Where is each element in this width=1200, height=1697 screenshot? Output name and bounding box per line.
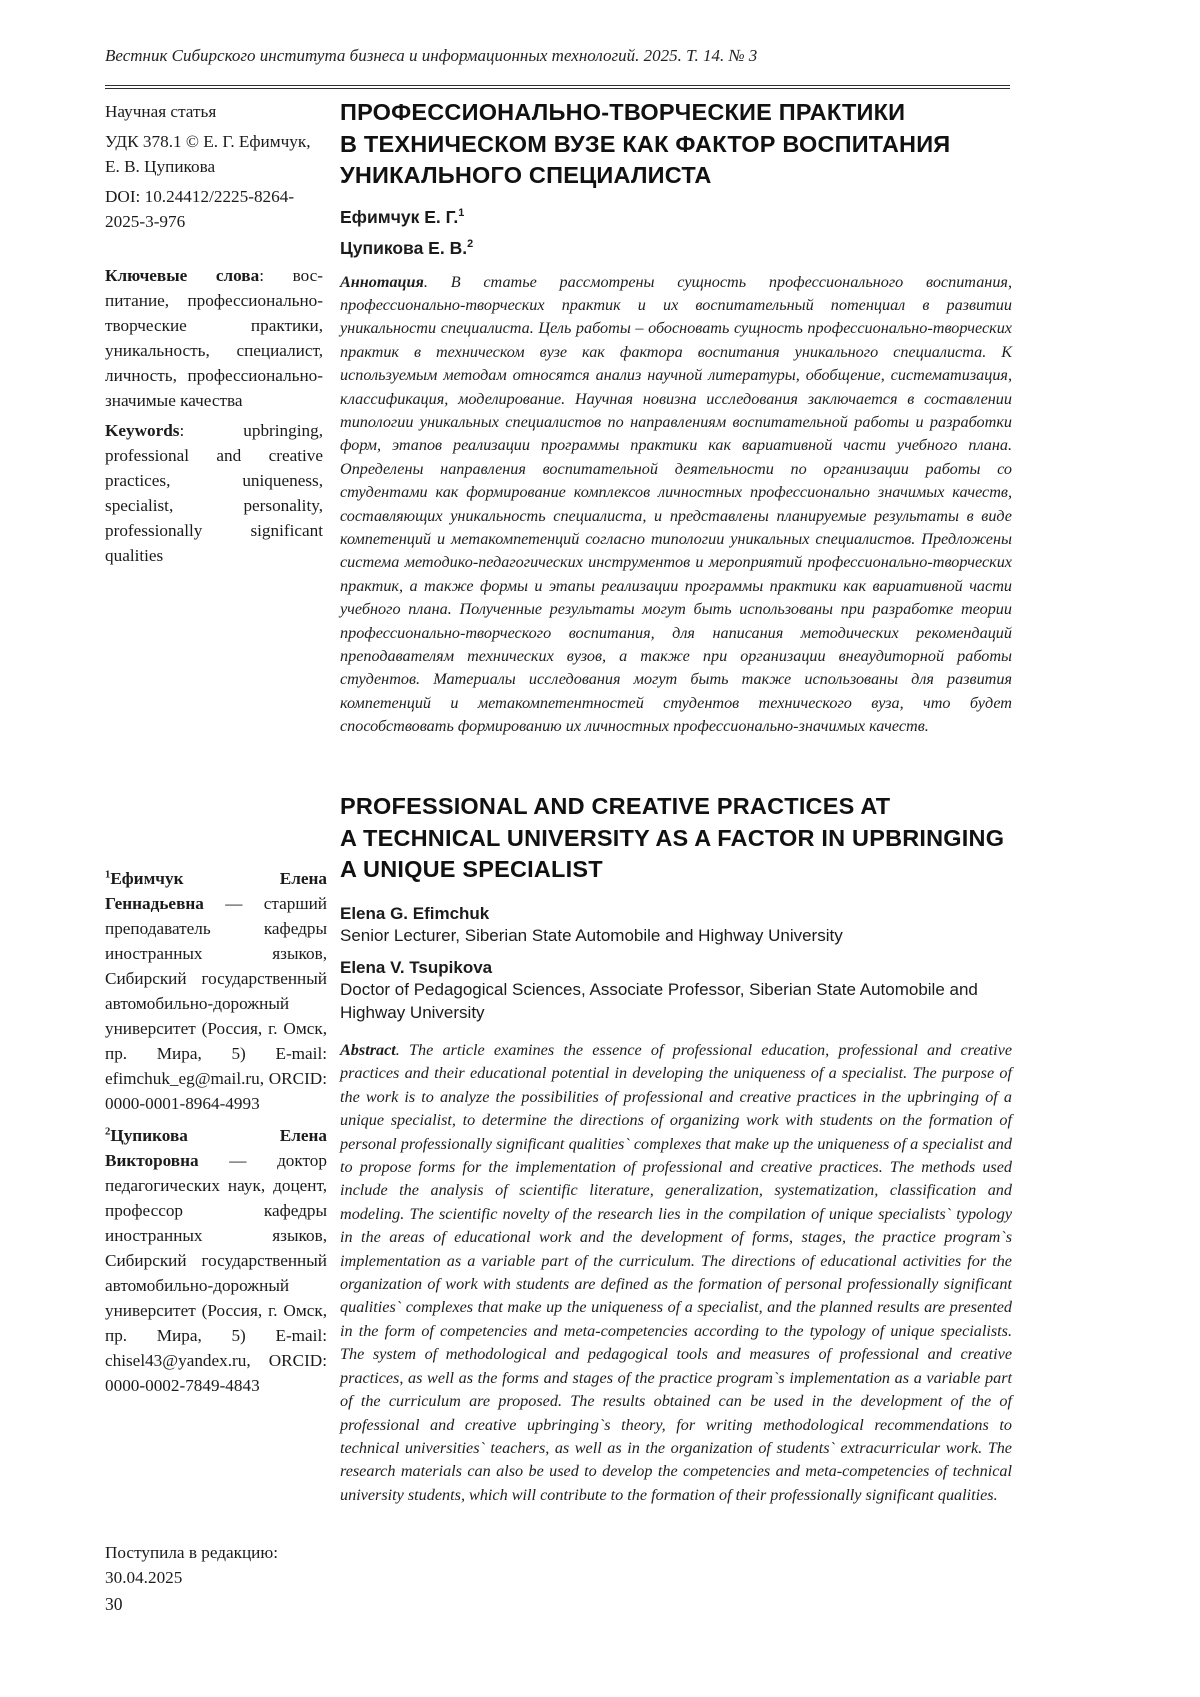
received-label: Поступила в редакцию:	[105, 1543, 278, 1562]
article-title-ru-line: УНИКАЛЬНОГО СПЕЦИАЛИСТА	[340, 162, 712, 188]
abstract-label: Abstract	[340, 1041, 396, 1059]
author-en-affiliation: Senior Lecturer, Siberian State Automobile and Highway University	[340, 926, 843, 945]
main-column	[340, 97, 1012, 739]
keywords-en	[105, 418, 323, 568]
received-date	[105, 1540, 335, 1590]
author-en-tsupikova	[340, 957, 1012, 1025]
article-title-ru-line: В ТЕХНИЧЕСКОМ ВУЗЕ КАК ФАКТОР ВОСПИТАНИЯ	[340, 130, 951, 157]
author-ru-sup: 2	[467, 237, 474, 250]
article-title-en-line: A TECHNICAL UNIVERSITY AS A FACTOR IN UPBRINGING	[340, 824, 1005, 851]
author-bio-name-text: Цупикова Елена Викторовна	[105, 1126, 327, 1170]
received-value: 30.04.2025	[105, 1568, 183, 1587]
author-ru-name: Ефимчук Е. Г.	[340, 206, 459, 227]
article-type: Научная статья	[105, 102, 217, 121]
author-ru-name: Цупикова Е. В.	[340, 237, 468, 258]
authors-en	[340, 903, 1012, 1025]
footnote-marker: 2	[105, 1126, 111, 1138]
keywords-en-text: : upbringing, professional and creative practices, uniqueness, specialist, personality, professionally significant qualities	[105, 421, 323, 565]
keywords-ru	[105, 263, 323, 413]
abstract-en	[340, 1039, 1012, 1507]
author-bio-name-text: Ефимчук Елена Геннадьевна	[105, 869, 327, 913]
footnote-marker: 1	[105, 869, 111, 881]
author-en-name: Elena G. Efimchuk	[340, 903, 490, 923]
keywords-ru-text: : воспитание, профессионально-творческие практики, уникальность, специалист, личность, профессионально-значимые качества	[105, 266, 323, 410]
article-title-en-line: A UNIQUE SPECIALIST	[340, 856, 603, 882]
article-title-ru-line: ПРОФЕССИОНАЛЬНО-ТВОРЧЕСКИЕ ПРАКТИКИ	[340, 99, 906, 125]
author-bio-tsupikova	[105, 1123, 327, 1398]
author-bio-efimchuk	[105, 866, 327, 1116]
annotation-label: Аннотация	[340, 272, 424, 291]
keywords-en-label: Keywords	[105, 421, 180, 440]
author-ru-tsupikova	[340, 238, 1012, 258]
abstract-text: . The article examines the essence of professional education, professional and creative practices and their educational potential in developing the uniqueness of a specialist. The purpose of the work is to analyze the possibilities of professional and creative practices in the upbringing of a unique specialist, to determine the directions of organizing work with students on the formation of personal professionally significant qualities` complexes that make up the uniqueness of a specialist and to propose forms for the implementation of professional and creative practices. The methods used include the analysis of scientific literature, generalization, systematization, classification and modeling. The scientific novelty of the research lies in the compilation of unique specialists` typology in the areas of educational work and the development of forms, stages, the practice program`s implementation as a variable part of the curriculum. The directions of educational activities for the organization of work with students are defined as the formation of personal professionally significant qualities` complexes that make up the uniqueness of a specialist, and the planned results are presented in the form of competencies and meta-competencies according to the typology of unique specialists. The system of methodological and pedagogical tools and measures of professional and creative practices, as well as the forms and stages of the practice program`s implementation as a variable part of the curriculum are proposed. The results obtained can be used in the development of the of professional and creative upbringing`s theory, for writing methodological recommendations to technical universities` teachers, as well as in the organization of students` extracurricular work. The research materials can also be used to develop the competencies and meta-competencies of technical university students, which will contribute to the formation of their professionally significant qualities.	[340, 1041, 1012, 1504]
article-title-en-line: PROFESSIONAL AND CREATIVE PRACTICES AT	[340, 793, 891, 819]
header-rule	[105, 85, 1010, 89]
annotation-text: . В статье рассмотрены сущность профессионального воспитания, профессионально-творческих практик и их воспитательный потенциал в развитии уникальности специалиста. Цель работы – обосновать сущность профессионально-творческих практик в техническом вузе как фактора воспитания уникального специалиста. К используемым методам относятся анализ научной литературы, обобщение, систематизация, классификация, моделирование. Научная новизна исследования заключается в составлении типологии уникальных специалистов по направлениям воспитательной работы и разработки форм, этапов реализации программы практики как вариативной части учебного плана. Определены направления воспитательной деятельности по организации работы со студентами как формирование комплексов личностных профессионально значимых качеств, составляющих уникальность специалиста, и представлены планируемые результаты в виде компетенций и метакомпетенций согласно типологии уникальных специалистов. Предложены система методико-педагогических инструментов и мероприятий профессионально-творческих практик, а также формы и этапы реализации программы практики как вариативной части учебного плана. Полученные результаты могут быть использованы при разработке теории профессионально-творческого воспитания, для написания методических рекомендаций преподавателям технических вузов, а также при организации внеаудиторной работы студентов. Материалы исследования могут быть также использованы для развития компетенций и метакомпетентностей студентов технического вуза, что будет способствовать формированию их личностных профессионально-значимых качеств.	[340, 272, 1012, 736]
author-en-affiliation: Doctor of Pedagogical Sciences, Associate Professor, Siberian State Automobile and Highway University	[340, 980, 978, 1022]
keywords-ru-label: Ключевые слова	[105, 266, 260, 285]
doi-line	[105, 184, 323, 234]
author-ru-sup: 1	[458, 206, 465, 219]
article-title-en	[340, 791, 1012, 886]
author-en-efimchuk	[340, 903, 1012, 948]
journal-header: Вестник Сибирского института бизнеса и информационных технологий. 2025. Т. 14. № 3	[105, 46, 758, 65]
udk-line: УДК 378.1 © Е. Г. Ефимчук, Е. В. Цупикова	[105, 132, 311, 176]
article-title-ru	[340, 97, 1012, 192]
author-bio-text: — старший преподаватель кафедры иностранных языков, Сибирский государственный автомобильно-дорожный университет (Россия, г. Омск, пр. Мира, 5) E-mail: efimchuk_eg@mail.ru, ORCID: 0000-0001-8964-4993	[105, 894, 327, 1113]
annotation-ru	[340, 271, 1012, 739]
author-bio-text: — доктор педагогических наук, доцент, профессор кафедры иностранных языков, Сибирский государственный автомобильно-дорожный университет (Россия, г. Омск, пр. Мира, 5) E-mail: chisel43@yandex.ru, ORCID: 0000-0002-7849-4843	[105, 1151, 327, 1395]
page-number: 30	[105, 1594, 123, 1614]
author-ru-efimchuk	[340, 207, 1012, 227]
english-section	[340, 791, 1012, 1507]
author-en-name: Elena V. Tsupikova	[340, 957, 493, 977]
author-bios	[105, 866, 327, 1398]
doi-part-1: DOI: 10.24412/2225-8264-	[105, 187, 295, 206]
left-sidebar	[105, 99, 323, 573]
doi-part-2: 2025-3-976	[105, 212, 186, 231]
authors-ru	[340, 207, 1012, 258]
